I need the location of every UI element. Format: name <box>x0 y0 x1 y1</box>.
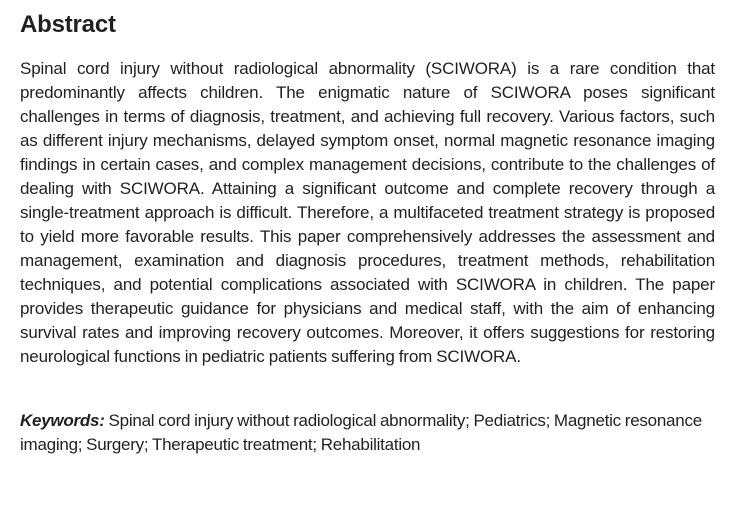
abstract-body: Spinal cord injury without radiological abnormality (SCIWORA) is a rare condition that predominantly affects children. The enigmatic nature of SCIWORA poses significant challenges in terms of diagnosis, treatment, and achieving full recovery. Various factors, such as different injury mechanisms, delayed symptom onset, normal magnetic resonance imaging findings in certain cases, and complex management decisions, contribute to the challenges of dealing with SCIWORA. Attaining a significant outcome and complete recovery through a single-treatment approach is difficult. Therefore, a multifaceted treatment strategy is proposed to yield more favorable results. This paper comprehensively addresses the assessment and management, examination and diagnosis procedures, treatment methods, rehabilitation techniques, and potential complications associated with SCIWORA in children. The paper provides therapeutic guidance for physicians and medical staff, with the aim of enhancing survival rates and improving recovery outcomes. Moreover, it offers suggestions for restoring neurological functions in pediatric patients suffering from SCIWORA. <box>20 59 715 366</box>
abstract-section <box>20 10 715 457</box>
keywords-paragraph <box>20 409 710 457</box>
keywords-label: Keywords: <box>20 411 105 430</box>
keywords-text: Spinal cord injury without radiological abnormality; Pediatrics; Magnetic resonance imaging; Surgery; Therapeutic treatment; Rehabilitation <box>20 411 702 454</box>
abstract-heading: Abstract <box>20 11 116 38</box>
